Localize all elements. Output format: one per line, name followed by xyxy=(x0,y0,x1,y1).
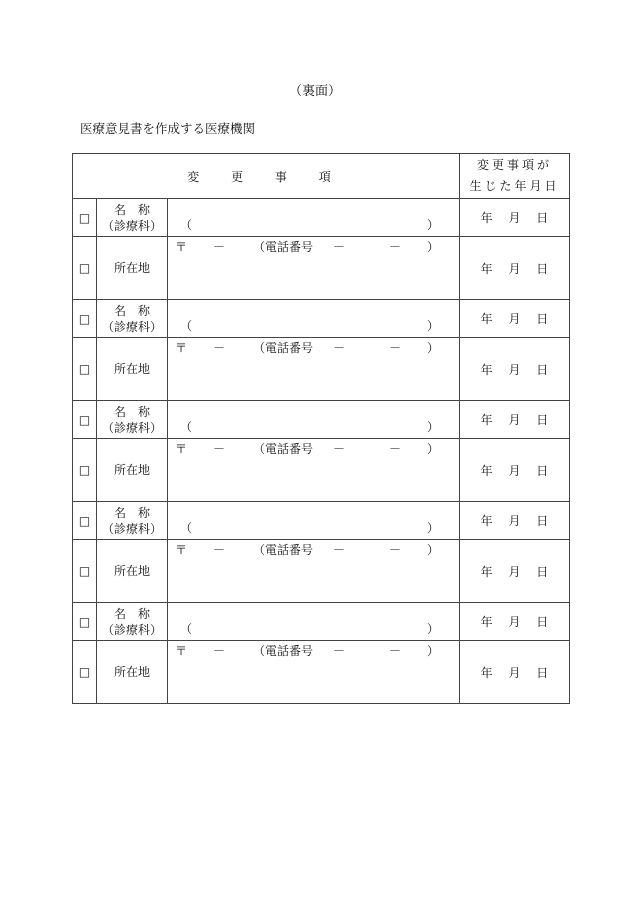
name-checkbox[interactable]: □ xyxy=(73,401,97,439)
address-row xyxy=(73,641,570,704)
name-label-line2: （診療科） xyxy=(101,420,162,435)
address-row xyxy=(73,439,570,502)
header-changes: 変 更 事 項 xyxy=(73,154,460,199)
name-paren-open: （ xyxy=(180,218,193,232)
name-label xyxy=(97,502,168,540)
address-label: 所在地 xyxy=(97,641,168,704)
name-label-line2: （診療科） xyxy=(101,319,162,334)
phone-close: ） xyxy=(426,240,439,254)
header-date-line1: 変更事項が xyxy=(476,158,552,172)
address-checkbox[interactable]: □ xyxy=(73,237,97,300)
address-field[interactable] xyxy=(168,439,460,502)
page-title: （裏面） xyxy=(288,84,341,99)
name-label xyxy=(97,401,168,439)
phone-close: ） xyxy=(426,341,439,355)
address-line xyxy=(175,238,439,254)
phone-dash-2: － xyxy=(389,240,402,254)
postal-dash: － xyxy=(213,240,226,254)
address-checkbox[interactable]: □ xyxy=(73,439,97,502)
address-field[interactable] xyxy=(168,641,460,704)
phone-dash-1: － xyxy=(333,341,346,355)
address-label: 所在地 xyxy=(97,237,168,300)
phone-dash-1: － xyxy=(333,442,346,456)
address-line xyxy=(175,642,439,658)
phone-dash-1: － xyxy=(333,644,346,658)
postal-mark: 〒 xyxy=(175,240,188,254)
address-checkbox[interactable]: □ xyxy=(73,641,97,704)
name-row xyxy=(73,300,570,338)
name-label-line1: 名 称 xyxy=(113,606,150,621)
phone-close: ） xyxy=(426,442,439,456)
name-paren-close: ） xyxy=(426,420,439,434)
address-change-date[interactable]: 年 月 日 xyxy=(460,641,570,704)
address-checkbox[interactable]: □ xyxy=(73,338,97,401)
name-label-line1: 名 称 xyxy=(113,303,150,318)
name-change-date[interactable]: 年 月 日 xyxy=(460,502,570,540)
postal-dash: － xyxy=(213,442,226,456)
name-paren-open: （ xyxy=(180,622,193,636)
phone-close: ） xyxy=(426,644,439,658)
name-label-line2: （診療科） xyxy=(101,521,162,536)
name-label xyxy=(97,300,168,338)
name-paren-open: （ xyxy=(180,319,193,333)
name-label-line2: （診療科） xyxy=(101,622,162,637)
name-row xyxy=(73,401,570,439)
phone-dash-2: － xyxy=(389,644,402,658)
address-change-date[interactable]: 年 月 日 xyxy=(460,540,570,603)
name-change-date[interactable]: 年 月 日 xyxy=(460,300,570,338)
address-field[interactable] xyxy=(168,237,460,300)
address-row xyxy=(73,338,570,401)
name-paren-close: ） xyxy=(426,622,439,636)
postal-mark: 〒 xyxy=(175,341,188,355)
name-row xyxy=(73,603,570,641)
name-label-line2: （診療科） xyxy=(101,218,162,233)
address-label: 所在地 xyxy=(97,338,168,401)
address-row xyxy=(73,540,570,603)
name-paren-close: ） xyxy=(426,521,439,535)
postal-mark: 〒 xyxy=(175,644,188,658)
name-label-line1: 名 称 xyxy=(113,202,150,217)
name-paren-close: ） xyxy=(426,218,439,232)
change-table xyxy=(72,153,570,704)
name-paren-close: ） xyxy=(426,319,439,333)
postal-dash: － xyxy=(213,644,226,658)
table-header-row xyxy=(73,154,570,199)
name-field[interactable] xyxy=(168,401,460,439)
address-line xyxy=(175,440,439,456)
address-label: 所在地 xyxy=(97,439,168,502)
name-field[interactable] xyxy=(168,300,460,338)
name-change-date[interactable]: 年 月 日 xyxy=(460,401,570,439)
postal-mark: 〒 xyxy=(175,442,188,456)
header-date-line2: 生じた年月日 xyxy=(469,179,560,193)
phone-label: （電話番号 xyxy=(253,240,314,254)
address-checkbox[interactable]: □ xyxy=(73,540,97,603)
address-line xyxy=(175,541,439,557)
phone-dash-1: － xyxy=(333,240,346,254)
address-line xyxy=(175,339,439,355)
name-checkbox[interactable]: □ xyxy=(73,300,97,338)
name-field[interactable] xyxy=(168,199,460,237)
postal-dash: － xyxy=(213,543,226,557)
name-label xyxy=(97,603,168,641)
section-title: 医療意見書を作成する医療機関 xyxy=(80,121,256,136)
name-checkbox[interactable]: □ xyxy=(73,502,97,540)
phone-label: （電話番号 xyxy=(253,442,314,456)
phone-close: ） xyxy=(426,543,439,557)
phone-label: （電話番号 xyxy=(253,644,314,658)
postal-mark: 〒 xyxy=(175,543,188,557)
address-change-date[interactable]: 年 月 日 xyxy=(460,237,570,300)
name-checkbox[interactable]: □ xyxy=(73,199,97,237)
phone-dash-2: － xyxy=(389,543,402,557)
name-row xyxy=(73,199,570,237)
address-field[interactable] xyxy=(168,540,460,603)
address-field[interactable] xyxy=(168,338,460,401)
name-change-date[interactable]: 年 月 日 xyxy=(460,199,570,237)
name-field[interactable] xyxy=(168,603,460,641)
address-change-date[interactable]: 年 月 日 xyxy=(460,338,570,401)
name-checkbox[interactable]: □ xyxy=(73,603,97,641)
postal-dash: － xyxy=(213,341,226,355)
address-label: 所在地 xyxy=(97,540,168,603)
header-date xyxy=(460,154,570,199)
address-row xyxy=(73,237,570,300)
name-paren-open: （ xyxy=(180,521,193,535)
name-label-line1: 名 称 xyxy=(113,404,150,419)
name-label-line1: 名 称 xyxy=(113,505,150,520)
address-change-date[interactable]: 年 月 日 xyxy=(460,439,570,502)
phone-dash-1: － xyxy=(333,543,346,557)
phone-label: （電話番号 xyxy=(253,543,314,557)
phone-dash-2: － xyxy=(389,341,402,355)
name-row xyxy=(73,502,570,540)
name-label xyxy=(97,199,168,237)
name-paren-open: （ xyxy=(180,420,193,434)
name-field[interactable] xyxy=(168,502,460,540)
phone-label: （電話番号 xyxy=(253,341,314,355)
phone-dash-2: － xyxy=(389,442,402,456)
name-change-date[interactable]: 年 月 日 xyxy=(460,603,570,641)
